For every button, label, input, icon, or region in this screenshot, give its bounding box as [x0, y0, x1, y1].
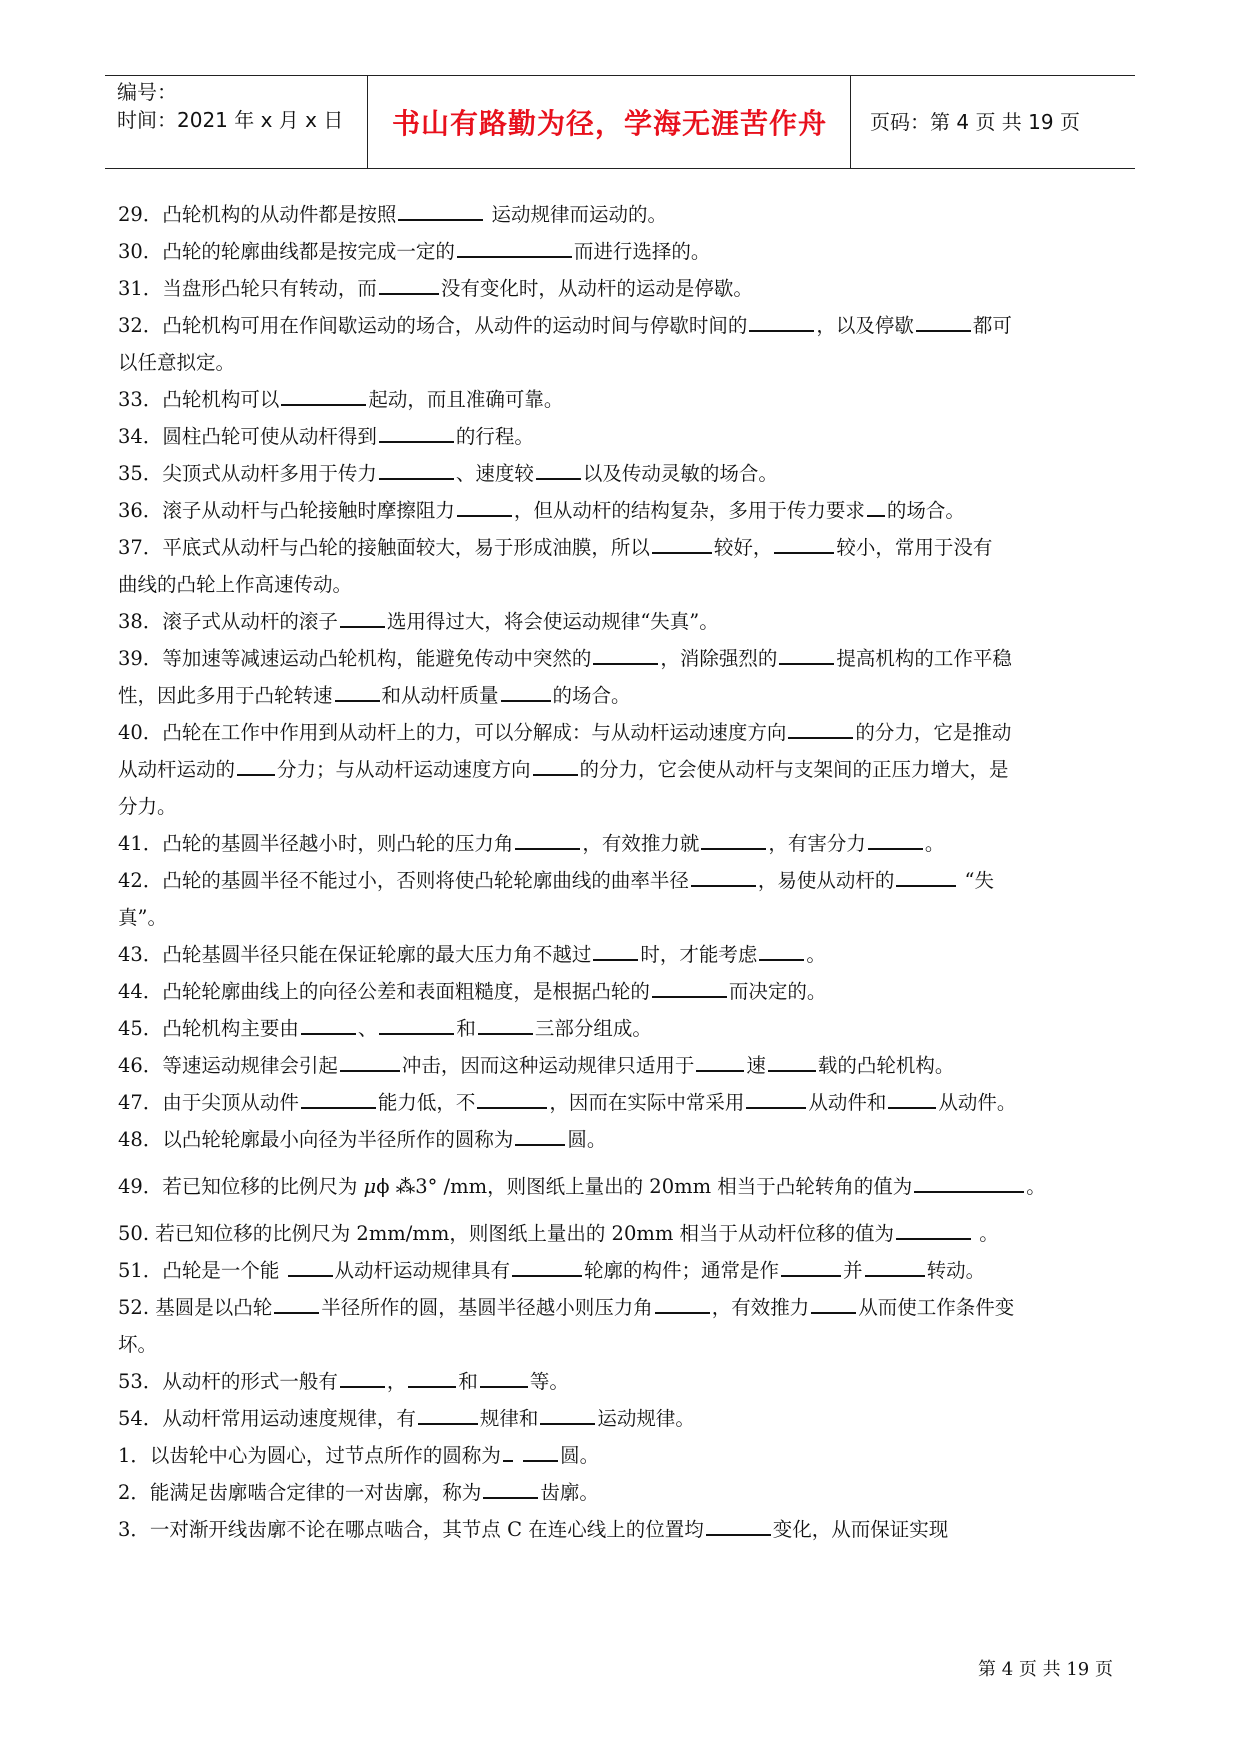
question-text: ，有效推力就: [582, 832, 700, 855]
question-line: [118, 1326, 1130, 1363]
question-line: [118, 788, 1130, 825]
question-text: 。: [806, 943, 826, 966]
question-text: 圆。: [560, 1444, 600, 1467]
answer-blank[interactable]: [379, 421, 454, 443]
question-text: 从而使工作条件变: [858, 1296, 1015, 1319]
answer-blank[interactable]: [480, 1366, 528, 1388]
question-text: 运动规律。: [597, 1407, 695, 1430]
question-text: 37．平底式从动杆与凸轮的接触面较大，易于形成油膜，所以: [118, 536, 650, 559]
answer-blank[interactable]: [593, 939, 638, 961]
question-text: 规律和: [479, 1407, 539, 1430]
question-text: 较好，: [713, 536, 773, 559]
question-text: 并: [843, 1259, 863, 1282]
question-line: [118, 862, 1130, 899]
question-text: 冲击，因而这种运动规律只适用于: [401, 1054, 695, 1077]
question-text: 分力。: [118, 795, 177, 818]
question-text: 坏。: [118, 1333, 158, 1356]
question-text: 1．以齿轮中心为圆心，过节点所作的圆称为: [118, 1444, 501, 1467]
answer-blank[interactable]: [478, 1013, 533, 1035]
question-text: 的行程。: [455, 425, 534, 448]
question-text: 。: [973, 1222, 999, 1245]
question-line: [118, 307, 1130, 344]
question-line: [118, 381, 1130, 418]
answer-blank[interactable]: [515, 1124, 565, 1146]
question-text: 转动。: [926, 1259, 986, 1282]
question-line: [118, 455, 1130, 492]
question-text: 圆。: [567, 1128, 607, 1151]
scale-symbol: μ: [363, 1175, 377, 1198]
answer-blank[interactable]: [540, 1403, 595, 1425]
answer-blank[interactable]: [691, 865, 756, 887]
question-text: 、: [357, 1017, 378, 1040]
question-line: [118, 1047, 1130, 1084]
question-text: 50. 若已知位移的比例尺为 2mm/mm，则图纸上量出的 20mm 相当于从动杆位移的值为: [118, 1222, 895, 1245]
question-text: 从动杆运动规律具有: [334, 1259, 511, 1282]
answer-blank[interactable]: [868, 828, 923, 850]
question-text: ，有效推力: [711, 1296, 810, 1319]
answer-blank[interactable]: [237, 754, 275, 776]
question-text: 的分力，它会使从动杆与支架间的正压力增大，是: [579, 758, 1009, 781]
question-line: [118, 1010, 1130, 1047]
header-motto: 书山有路勤为径，学海无涯苦作舟: [391, 107, 827, 140]
answer-blank[interactable]: [774, 532, 834, 554]
question-text: 分力；与从动杆运动速度方向: [277, 758, 531, 781]
answer-blank[interactable]: [652, 976, 727, 998]
question-text: 和: [456, 1017, 476, 1040]
answer-blank[interactable]: [503, 1440, 513, 1462]
question-text: 速: [746, 1054, 766, 1077]
question-text: 从动件。: [938, 1091, 1017, 1114]
question-text: 46．等速运动规律会引起: [118, 1054, 338, 1077]
question-text: ，: [386, 1370, 407, 1393]
answer-blank[interactable]: [335, 680, 380, 702]
question-list: [118, 196, 1130, 1548]
page-footer: 第 4 页 共 19 页: [978, 1659, 1113, 1680]
question-text: 36．滚子从动杆与凸轮接触时摩擦阻力: [118, 499, 455, 522]
question-text: 53．从动杆的形式一般有: [118, 1370, 338, 1393]
question-text: 的分力，它是推动: [855, 721, 1012, 744]
page-header: [105, 75, 1135, 169]
question-line: [118, 640, 1130, 677]
question-text: 45．凸轮机构主要由: [118, 1017, 299, 1040]
question-text: 选用得过大，将会使运动规律“失真”。: [386, 610, 719, 633]
question-text: 30．凸轮的轮廓曲线都是按完成一定的: [118, 240, 455, 263]
question-text: 而决定的。: [728, 980, 827, 1003]
question-text: 三部分组成。: [534, 1017, 652, 1040]
question-text: 。: [1026, 1175, 1046, 1198]
answer-blank[interactable]: [759, 939, 804, 961]
question-text: ，易使从动杆的: [757, 869, 895, 892]
question-text: 的场合。: [552, 684, 631, 707]
question-line: [118, 1168, 1130, 1205]
answer-blank[interactable]: [652, 532, 712, 554]
question-text: ，但从动杆的结构复杂，多用于传力要求: [513, 499, 865, 522]
question-line: [118, 1474, 1130, 1511]
question-text: 32．凸轮机构可用在作间歇运动的场合，从动件的运动时间与停歇时间的: [118, 314, 748, 337]
question-text: 等。: [529, 1370, 569, 1393]
question-text: 以及传动灵敏的场合。: [582, 462, 778, 485]
answer-blank[interactable]: [533, 754, 578, 776]
question-text: 时，才能考虑: [640, 943, 758, 966]
question-text: 。: [924, 832, 945, 855]
question-text: 而进行选择的。: [573, 240, 711, 263]
question-line: [118, 1363, 1130, 1400]
answer-blank[interactable]: [696, 1050, 744, 1072]
question-text: 47．由于尖顶从动件: [118, 1091, 299, 1114]
question-text: ，消除强烈的: [660, 647, 778, 670]
answer-blank[interactable]: [593, 643, 658, 665]
answer-blank[interactable]: [398, 199, 483, 221]
question-line: [118, 825, 1130, 862]
answer-blank[interactable]: [418, 1403, 478, 1425]
answer-blank[interactable]: [916, 310, 971, 332]
question-text: 变化，从而保证实现: [772, 1518, 949, 1541]
answer-blank[interactable]: [408, 1366, 456, 1388]
question-line: [118, 1400, 1130, 1437]
answer-blank[interactable]: [896, 1218, 971, 1240]
answer-blank[interactable]: [781, 1255, 841, 1277]
question-line: [118, 1252, 1130, 1289]
answer-blank[interactable]: [701, 828, 766, 850]
question-line: [118, 1511, 1130, 1548]
question-line: [118, 1084, 1130, 1121]
answer-blank[interactable]: [896, 865, 956, 887]
answer-blank[interactable]: [477, 1087, 547, 1109]
question-text: 48．以凸轮轮廓最小向径为半径所作的圆称为: [118, 1128, 514, 1151]
question-text: ，以及停歇: [816, 314, 914, 337]
question-text: 29．凸轮机构的从动件都是按照: [118, 203, 397, 226]
question-line: [118, 603, 1130, 640]
answer-blank[interactable]: [501, 680, 551, 702]
question-text: 起动，而且准确可靠。: [368, 388, 564, 411]
header-left-cell: [105, 76, 368, 168]
question-text: 半径所作的圆，基圆半径越小则压力角: [321, 1296, 653, 1319]
question-text: 44．凸轮轮廓曲线上的向径公差和表面粗糙度，是根据凸轮的: [118, 980, 650, 1003]
question-text: 42．凸轮的基圆半径不能过小，否则将使凸轮轮廓曲线的曲率半径: [118, 869, 689, 892]
question-text: 能力低，不: [377, 1091, 476, 1114]
answer-blank[interactable]: [655, 1292, 710, 1314]
question-text: 43．凸轮基圆半径只能在保证轮廓的最大压力角不越过: [118, 943, 592, 966]
answer-blank[interactable]: [340, 1050, 400, 1072]
question-text: 52. 基圆是以凸轮: [118, 1296, 273, 1319]
question-text: 31．当盘形凸轮只有转动，而: [118, 277, 377, 300]
answer-blank[interactable]: [788, 717, 853, 739]
answer-blank[interactable]: [457, 236, 572, 258]
question-line: [118, 899, 1130, 936]
question-text: 38．滚子式从动杆的滚子: [118, 610, 338, 633]
question-line: [118, 1289, 1130, 1326]
question-text: 运动规律而运动的。: [485, 203, 668, 226]
question-line: [118, 196, 1130, 233]
question-text: 曲线的凸轮上作高速传动。: [118, 573, 353, 596]
question-text: 41．凸轮的基圆半径越小时，则凸轮的压力角: [118, 832, 514, 855]
question-text: 3．一对渐开线齿廓不论在哪点啮合，其节点 C 在连心线上的位置均: [118, 1518, 704, 1541]
question-text: 从动件和: [808, 1091, 887, 1114]
question-text: 51．凸轮是一个能: [118, 1259, 286, 1282]
question-text: 都可: [972, 314, 1012, 337]
question-text: ，因而在实际中常采用: [549, 1091, 745, 1114]
question-line: [118, 936, 1130, 973]
answer-blank[interactable]: [746, 1087, 806, 1109]
question-line: [118, 714, 1130, 751]
document-number-label: 编号：: [117, 80, 177, 104]
question-text: 、速度较: [455, 462, 534, 485]
question-text: 齿廓。: [540, 1481, 599, 1504]
header-right-cell: [852, 76, 1135, 168]
question-line: [118, 1437, 1130, 1474]
question-text: 以任意拟定。: [118, 351, 236, 374]
question-text: 轮廓的构件；通常是作: [584, 1259, 780, 1282]
header-page-code: 页码：第 4 页 共 19 页: [870, 110, 1080, 134]
answer-blank[interactable]: [288, 1255, 333, 1277]
answer-blank[interactable]: [379, 273, 439, 295]
document-time-label: 时间：2021 年 x 月 x 日: [117, 108, 344, 132]
question-text: 35．尖顶式从动杆多用于传力: [118, 462, 377, 485]
question-text: 33．凸轮机构可以: [118, 388, 280, 411]
answer-blank[interactable]: [301, 1013, 356, 1035]
question-text: 没有变化时，从动杆的运动是停歇。: [440, 277, 753, 300]
answer-blank[interactable]: [340, 606, 385, 628]
question-text: [515, 1444, 521, 1467]
question-line: [118, 492, 1130, 529]
question-line: [118, 751, 1130, 788]
question-text: 39．等加速等减速运动凸轮机构，能避免传动中突然的: [118, 647, 592, 670]
answer-blank[interactable]: [523, 1440, 558, 1462]
answer-blank[interactable]: [865, 1255, 925, 1277]
answer-blank[interactable]: [779, 643, 834, 665]
answer-blank[interactable]: [379, 458, 454, 480]
answer-blank[interactable]: [515, 828, 580, 850]
question-text: 49．若已知位移的比例尺为: [118, 1175, 364, 1198]
question-text: 和: [458, 1370, 478, 1393]
answer-blank[interactable]: [512, 1255, 582, 1277]
question-text: 性，因此多用于凸轮转速: [118, 684, 333, 707]
answer-blank[interactable]: [301, 1087, 376, 1109]
answer-blank[interactable]: [340, 1366, 385, 1388]
question-line: [118, 1121, 1130, 1158]
answer-blank[interactable]: [749, 310, 814, 332]
answer-blank[interactable]: [281, 384, 366, 406]
question-text: 40．凸轮在工作中作用到从动杆上的力，可以分解成：与从动杆运动速度方向: [118, 721, 787, 744]
question-text: 载的凸轮机构。: [817, 1054, 955, 1077]
answer-blank[interactable]: [457, 495, 512, 517]
question-text: 34．圆柱凸轮可使从动杆得到: [118, 425, 377, 448]
question-line: [118, 344, 1130, 381]
answer-blank[interactable]: [914, 1171, 1024, 1193]
answer-blank[interactable]: [867, 495, 885, 517]
question-text: ，有害分力: [768, 832, 866, 855]
answer-blank[interactable]: [888, 1087, 936, 1109]
question-text: 提高机构的工作平稳: [836, 647, 1012, 670]
answer-blank[interactable]: [274, 1292, 319, 1314]
question-text: 54．从动杆常用运动速度规律，有: [118, 1407, 416, 1430]
answer-blank[interactable]: [483, 1477, 538, 1499]
question-text: 较小，常用于没有: [836, 536, 993, 559]
question-line: [118, 677, 1130, 714]
question-text: ϕ ⁂3° /mm，则图纸上量出的 20mm 相当于凸轮转角的值为: [376, 1175, 913, 1198]
answer-blank[interactable]: [706, 1514, 771, 1536]
question-text: 从动杆运动的: [118, 758, 236, 781]
question-line: [118, 233, 1130, 270]
question-line: [118, 973, 1130, 1010]
question-text: 的场合。: [886, 499, 965, 522]
question-line: [118, 418, 1130, 455]
question-text: “失: [958, 869, 995, 892]
question-line: [118, 1215, 1130, 1252]
answer-blank[interactable]: [811, 1292, 856, 1314]
question-line: [118, 270, 1130, 307]
answer-blank[interactable]: [536, 458, 581, 480]
answer-blank[interactable]: [379, 1013, 454, 1035]
question-line: [118, 566, 1130, 603]
question-text: 真”。: [118, 906, 167, 929]
question-text: 2．能满足齿廓啮合定律的一对齿廓，称为: [118, 1481, 482, 1504]
question-text: 和从动杆质量: [381, 684, 499, 707]
answer-blank[interactable]: [768, 1050, 816, 1072]
header-motto-cell: [369, 76, 851, 168]
question-line: [118, 529, 1130, 566]
